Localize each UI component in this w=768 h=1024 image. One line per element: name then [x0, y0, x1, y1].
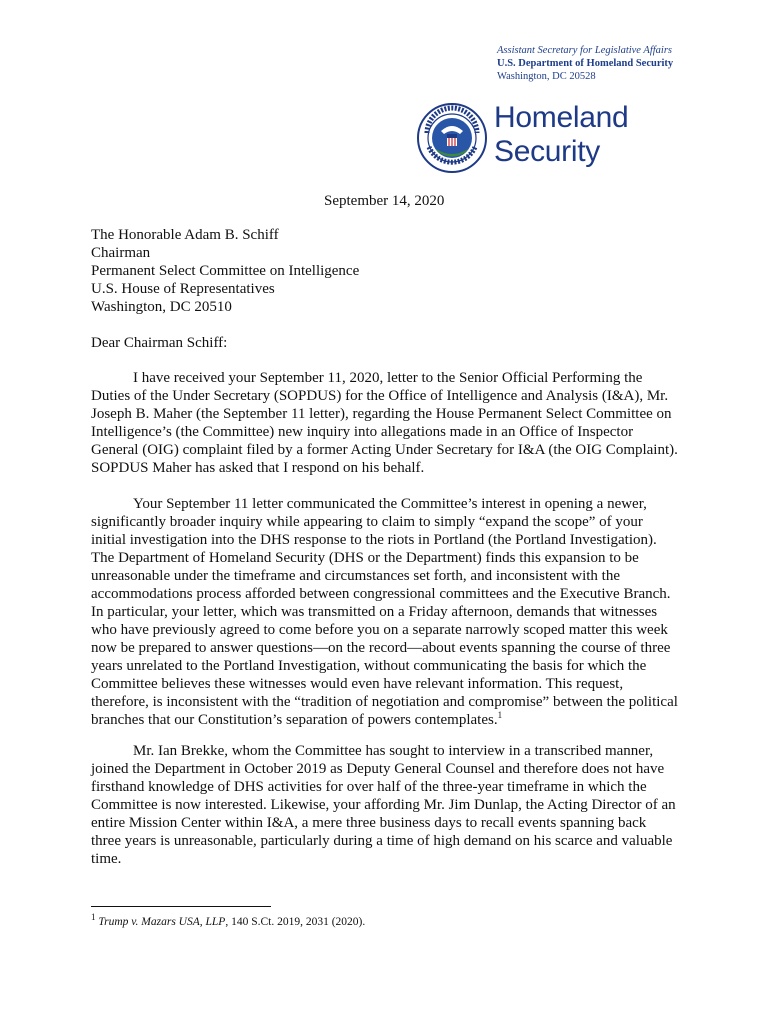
homeland-security-wordmark [494, 101, 654, 169]
paragraph-text: Your September 11 letter communicated the Committee’s interest in opening a newer, significantly broader inquiry while appearing to claim to simply “expand the scope” of your initial investigation into the DHS response to the riots in Portland (the Portland Investigation). The Department of Homeland Security (DHS or the Department) finds this expansion to be unreasonable under the timeframe and circumstances set forth, and inconsistent with the accommodations process afforded between congressional committees and the Executive Branch. In particular, your letter, which was transmitted on a Friday afternoon, demands that witnesses who have previously agreed to come before you on a separate narrowly scoped matter this week now be prepared to answer questions—on the record—about events spanning the course of three years unrelated to the Portland Investigation, without communicating the basis for which the Committee believes these witnesses would even have relevant information. This request, therefore, is inconsistent with the “tradition of negotiation and compromise” between the political branches that our Constitution’s separation of powers contemplates. [91, 496, 678, 728]
recipient-committee: Permanent Select Committee on Intelligence [91, 263, 360, 279]
recipient-block [91, 226, 681, 316]
footnote [91, 912, 681, 929]
letterhead-office: Assistant Secretary for Legislative Affairs [497, 45, 672, 56]
letterhead-address [497, 44, 757, 83]
body-paragraph: I have received your September 11, 2020, letter to the Senior Official Performing the Duties of the Under Secretary (SOPDUS) for the Office of Intelligence and Analysis (I&A), Mr. Joseph B. Maher (the September 11 letter), regarding the House Permanent Select Committee on Intelligence’s (the Committee) new inquiry into allegations made in an Office of Inspector General (OIG) complaint filed by a former Acting Under Secretary for I&A (the OIG Complaint). SOPDUS Maher has asked that I respond on his behalf. [91, 370, 678, 476]
footnote-number: 1 [91, 912, 96, 923]
recipient-title: Chairman [91, 245, 151, 261]
salutation: Dear Chairman Schiff: [91, 335, 228, 351]
dhs-seal-icon [417, 103, 487, 173]
footnote-divider [91, 906, 271, 907]
recipient-house: U.S. House of Representatives [91, 281, 275, 297]
wordmark-security: Security [494, 135, 600, 168]
footnote-citation: , 140 S.Ct. 2019, 2031 (2020). [225, 916, 366, 928]
wordmark-homeland: Homeland [494, 101, 629, 134]
letterhead-city: Washington, DC 20528 [497, 71, 596, 82]
body-paragraph: Mr. Ian Brekke, whom the Committee has sought to interview in a transcribed manner, joined the Department in October 2019 as Deputy General Counsel and therefore does not have firsthand knowledge of DHS activities for over half of the three-year timeframe in which the Committee is now interested. Likewise, your affording Mr. Jim Dunlap, the Acting Director of an entire Mission Center within I&A, a mere three business days to recall events spanning back three years is unreasonable, particularly during a time of high demand on his scarce and valuable time. [91, 743, 676, 867]
recipient-name: The Honorable Adam B. Schiff [91, 227, 279, 243]
recipient-city: Washington, DC 20510 [91, 299, 232, 315]
letterhead-department: U.S. Department of Homeland Security [497, 58, 674, 69]
footnote-marker[interactable]: 1 [497, 710, 503, 720]
footnote-case: Trump v. Mazars USA, LLP [98, 916, 226, 928]
letter-date: September 14, 2020 [324, 193, 445, 209]
body-paragraph [91, 495, 679, 729]
